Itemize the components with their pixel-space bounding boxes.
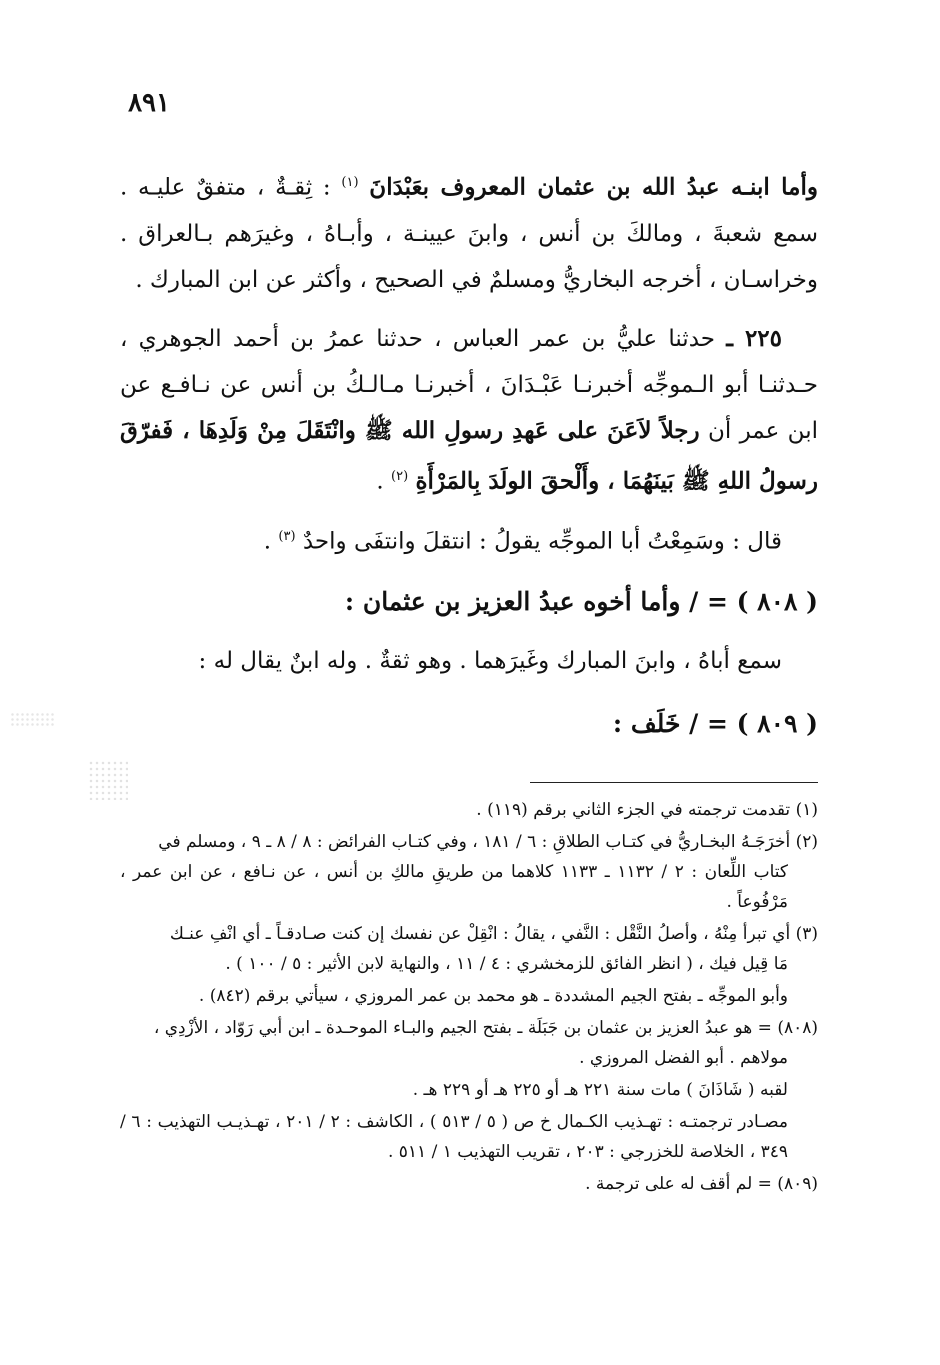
footnote-808-laqab bbox=[120, 1075, 818, 1105]
footnote-1 bbox=[120, 795, 818, 825]
footnote-ref-3[interactable]: (٣) bbox=[278, 529, 296, 544]
footnote-ref-2[interactable]: (٢) bbox=[391, 469, 409, 484]
heading-809 bbox=[120, 700, 818, 748]
qala-line bbox=[120, 514, 818, 565]
footnote-3-text: (٣) أي تبرأ مِنْهُ ، وأصلُ النَّقْل : النَّفي ، يقالُ : انْقِلْ عن نفسك إن كنت صـادقـاً ـ أي انْفِ عنـك bbox=[169, 924, 818, 944]
page-number: ٨٩١ bbox=[128, 88, 170, 118]
footnote-809 bbox=[120, 1169, 818, 1199]
footnote-808-laqab-text: لقبه ( شَاذَانَ ) مات سنة ٢٢١ هـ أو ٢٢٥ هـ أو ٢٢٩ هـ . bbox=[412, 1080, 788, 1100]
abdan-text: : ثِقـةٌ ، متفقٌ عليـه . سمع شعبةَ ، ومالكَ بن أنس ، وابنَ عيينـة ، وأبـاهُ ، وغيرَهم بـالعراق . وخراسـان ، أخرجه البخاريُّ ومسلمٌ في الصحيح ، وأكثر عن ابن المبارك . bbox=[120, 174, 818, 293]
abdan-name: وأما ابنـه عبدُ الله بن عثمان المعروف بعَبْدَانَ bbox=[369, 173, 818, 201]
footnote-2-text: (٢) أخرَجَـهُ البخـاريُّ في كتـاب الطلاقِ : ٦ / ١٨١ ، وفي كتـاب الفرائض : ٨ / ٨ ـ ٩ ، ومسلم في bbox=[158, 832, 818, 852]
footnote-808-sources bbox=[120, 1107, 818, 1167]
qala-text: قال : وسَمِعْتُ أبا الموجِّه يقولُ : انتقلَ وانتفَى واحدٌ bbox=[302, 528, 782, 555]
hadith-isnad: حدثنا عليُّ بن عمر العباس ، حدثنا عمرُ بن أحمد الجوهري ، حـدثنـا أبو الـموجِّه أخبرنـا عَبْـدَانَ ، أخبرنـا مـالـكُ بن أنس عن نـافـع عن ابن عمر أن bbox=[120, 326, 818, 444]
scan-speckle bbox=[88, 760, 128, 800]
footnote-divider bbox=[530, 782, 818, 783]
heading-808 bbox=[120, 578, 818, 626]
hadith-number: ٢٢٥ ـ bbox=[726, 325, 782, 352]
hadith-matn: رجلاً لاَعَنَ على عَهدِ رسولِ الله ﷺ وانْتَقَلَ مِنْ وَلَدِهَا ، فَفرّقَ رسولُ اللهِ ﷺ بَينَهُمَا ، وأَلْحقَ الولَدَ بِالمَرْأَةِ bbox=[120, 417, 818, 495]
footnote-808-text: (٨٠٨) = هو عبدُ العزيز بن عثمان بن جَبَلَة ـ بفتح الجيم والبـاء الموحـدة ـ ابن أبي رَوّاد ، الأزْدِي ، bbox=[153, 1018, 818, 1038]
scan-speckle-edge bbox=[10, 712, 56, 726]
footnote-3-extra bbox=[120, 981, 818, 1011]
hadith-end: . bbox=[376, 468, 392, 495]
footnote-1-text: (١) تقدمت ترجمته في الجزء الثاني برقم (١١٩) . bbox=[476, 800, 818, 820]
qala-end: . bbox=[263, 528, 279, 555]
footnote-808-sources-text: مصـادر ترجمتـه : تهـذيب الكـمال خ ص ( ٥ / ٥١٣ ) ، الكاشف : ٢ / ٢٠١ ، تهـذيـب التهذيب : ٦ / ٣٤٩ ، الخلاصة للخزرجي : ٢٠٣ ، تقريب التهذيب ١ / ٥١١ . bbox=[120, 1112, 789, 1162]
entry-808-text: سمع أباهُ ، وابنَ المبارك وغَيرَهما . وهو ثقةٌ . وله ابنٌ يقال له : bbox=[198, 648, 782, 674]
footnote-3 bbox=[120, 919, 818, 979]
paragraph-abdan bbox=[120, 160, 818, 303]
footnote-ref-1[interactable]: (١) bbox=[341, 175, 359, 190]
paragraph-808 bbox=[120, 638, 818, 684]
footnote-808 bbox=[120, 1013, 818, 1073]
footnote-808-cont: مولاهم . أبو الفضل المروزي . bbox=[579, 1048, 788, 1068]
footnotes bbox=[120, 795, 818, 1201]
footnote-809-text: (٨٠٩) = لم أقف له على ترجمة . bbox=[585, 1174, 818, 1194]
entry-808-title: ( ٨٠٨ ) = / وأما أخوه عبدُ العزيز بن عثمان : bbox=[344, 587, 818, 616]
hadith-225 bbox=[120, 316, 818, 505]
footnote-3-cont: مَا قِيل فيك ، ( انظر الفائق للزمخشري : ٤ / ١١ ، والنهاية لابن الأثير : ٥ / ١٠٠ ) . bbox=[225, 954, 788, 974]
footnote-3-extra-text: وأبو الموجِّه ـ بفتح الجيم المشددة ـ هو محمد بن عمر المروزي ، سيأتي برقم (٨٤٢) . bbox=[198, 986, 788, 1006]
footnote-2 bbox=[120, 827, 818, 917]
entry-809-title: ( ٨٠٩ ) = / خَلَف : bbox=[612, 709, 818, 738]
footnote-2-cont: كتاب اللِّعان : ٢ / ١١٣٢ ـ ١١٣٣ كلاهما من طريقِ مالكِ بن أنس ، عن نـافع ، عن ابن عمر ، مَرْفُوعاً . bbox=[120, 862, 789, 912]
